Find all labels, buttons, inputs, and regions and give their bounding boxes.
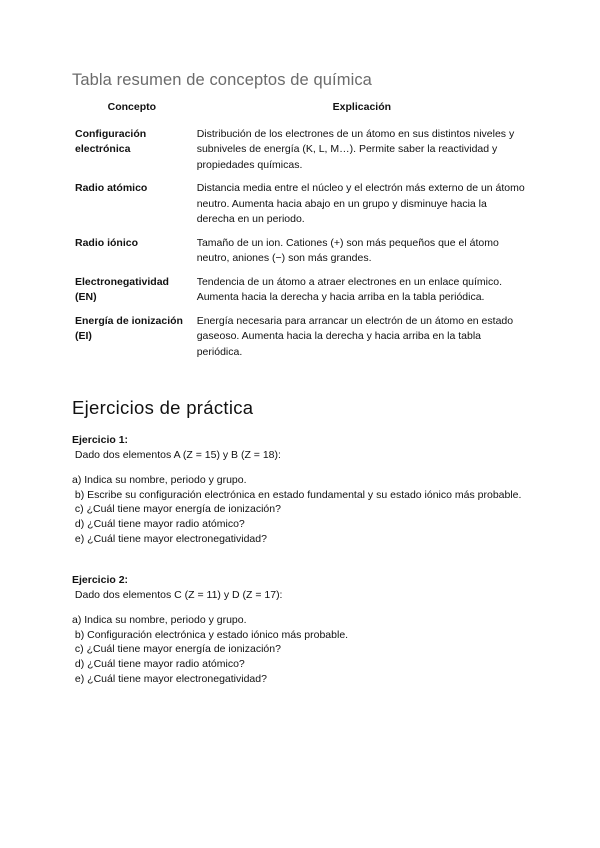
table-row [71,236,531,275]
header-concepto: Concepto [107,101,157,113]
table-title: Tabla resumen de conceptos de química [72,71,372,89]
concepts-table [71,96,531,368]
exercise-item: a) Indica su nombre, periodo y grupo. [72,474,247,487]
exercise-title: Ejercicio 1: [72,434,129,446]
exercise-title: Ejercicio 2: [72,574,129,586]
exercise-item: b) Configuración electrónica y estado iónico más probable. [72,628,349,641]
exercise-item: e) ¿Cuál tiene mayor electronegatividad? [72,672,267,685]
table-row [71,127,531,182]
table-row [71,181,531,236]
spacer [72,462,542,473]
exercise-2 [72,573,542,686]
table-header-row [71,96,531,127]
exercise-item: c) ¿Cuál tiene mayor energía de ionización? [72,503,281,516]
exercise-item: d) ¿Cuál tiene mayor radio atómico? [72,657,245,670]
concept-cell: Configuración electrónica [75,127,147,155]
spacer [72,602,542,613]
exercise-item: b) Escribe su configuración electrónica en estado fundamental y su estado iónico más probable. [72,488,522,501]
table-row [71,275,531,314]
concept-cell: Energía de ionización (EI) [75,314,183,342]
exercise-intro: Dado dos elementos C (Z = 11) y D (Z = 17): [72,588,283,601]
exercise-item: c) ¿Cuál tiene mayor energía de ionización? [72,643,281,656]
explanation-cell: Tamaño de un ion. Cationes (+) son más pequeños que el átomo neutro, aniones (−) son más grandes. [196,236,499,264]
table-row [71,314,531,369]
explanation-cell: Distribución de los electrones de un átomo en sus distintos niveles y subniveles de energía (K, L, M…). Permite saber la reactividad y propiedades químicas. [196,127,515,171]
exercise-item: a) Indica su nombre, periodo y grupo. [72,614,247,627]
explanation-cell: Tendencia de un átomo a atraer electrones en un enlace químico. Aumenta hacia la derecha y hacia arriba en la tabla periódica. [196,275,502,303]
header-explicacion: Explicación [332,101,392,113]
explanation-cell: Distancia media entre el núcleo y el electrón más externo de un átomo neutro. Aumenta hacia abajo en un grupo y disminuye hacia la derecha en un periodo. [196,182,525,225]
exercise-1 [72,433,542,546]
exercises-heading: Ejercicios de práctica [72,397,254,418]
concept-cell: Radio atómico [75,182,148,194]
concept-cell: Radio iónico [75,236,138,249]
exercise-item: e) ¿Cuál tiene mayor electronegatividad? [72,532,267,545]
explanation-cell: Energía necesaria para arrancar un electrón de un átomo en estado gaseoso. Aumenta hacia la derecha y hacia arriba en la tabla periódica. [196,314,514,358]
concept-cell: Electronegatividad (EN) [75,275,169,303]
exercise-item: d) ¿Cuál tiene mayor radio atómico? [72,517,245,530]
exercise-intro: Dado dos elementos A (Z = 15) y B (Z = 18): [72,448,281,461]
